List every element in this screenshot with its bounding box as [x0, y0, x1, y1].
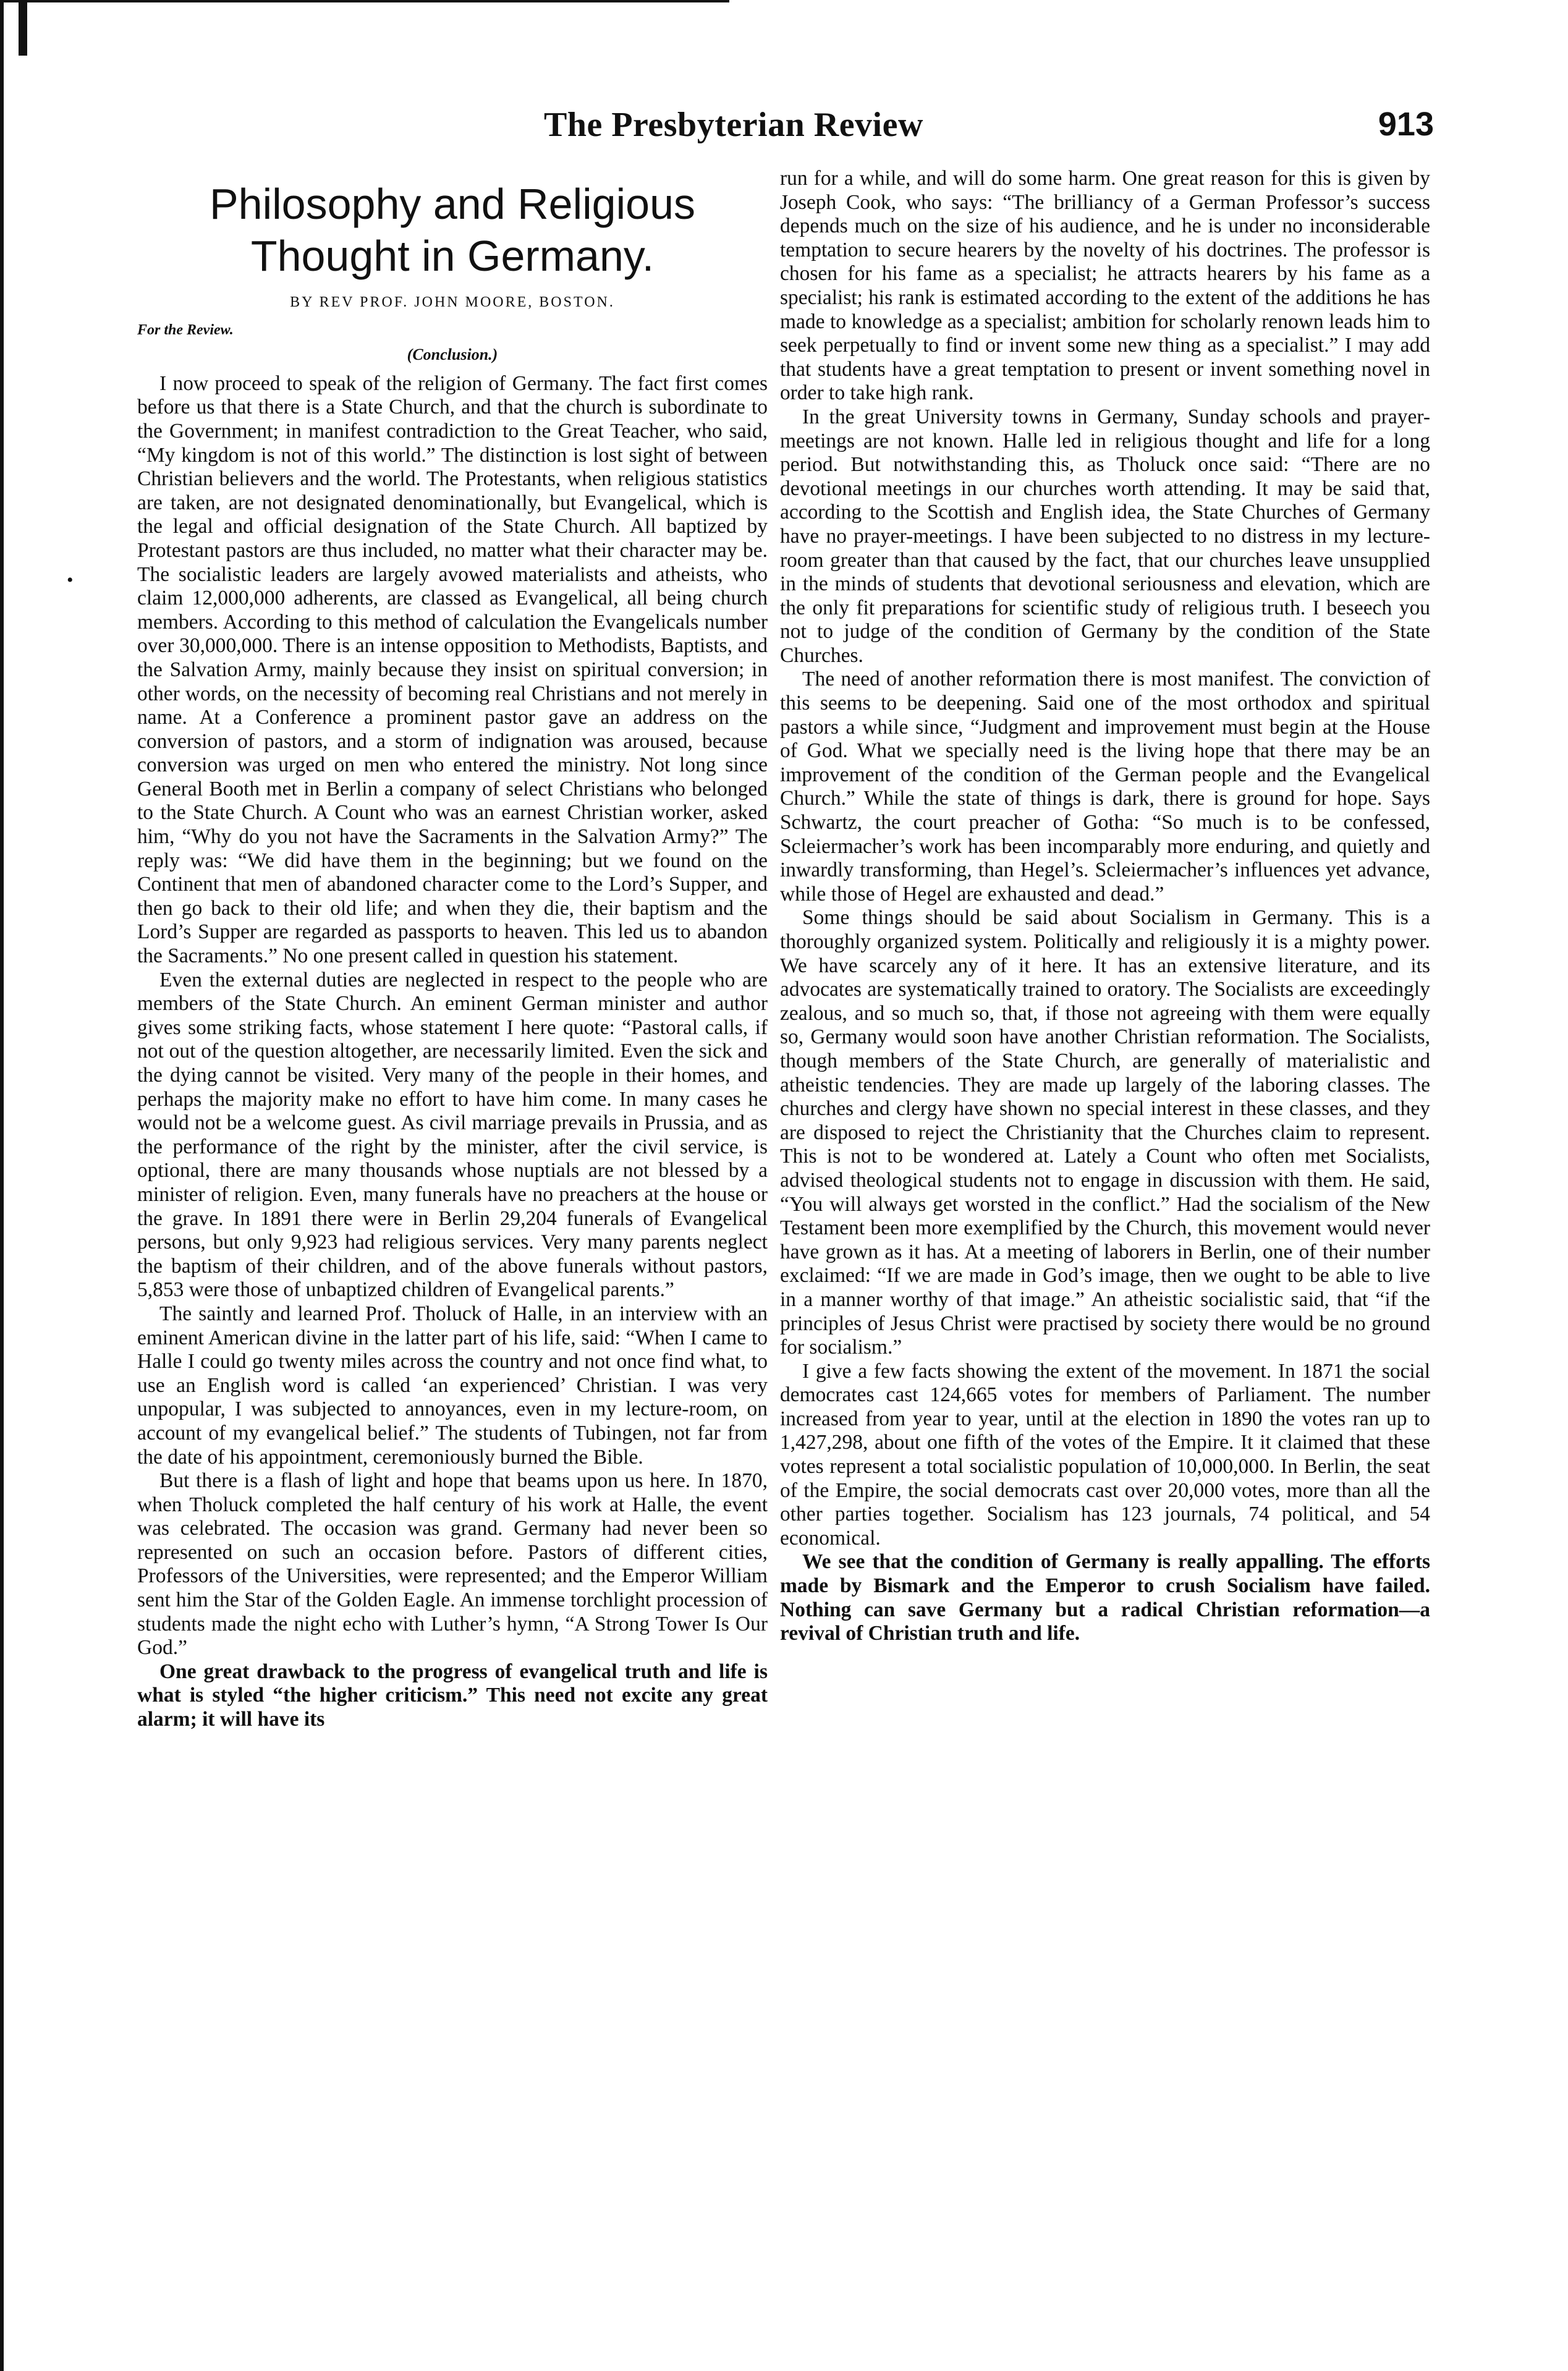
paragraph-tholuck: The saintly and learned Prof. Tholuck of Halle, in an interview with an eminent American divine in the latter part of his life, said: “When I came to Halle I could go twenty miles across the country and not once find what, to use an English word is called ‘an experienced’ Christian. I was very unpopular, I was subjected to annoyances, even in my lecture-room, on account of my evangelical belief.” The students of Tubingen, not far from the date of his appointment, ceremoniously burned the Bible. [137, 1302, 768, 1469]
paragraph-movement-facts: I give a few facts showing the extent of the movement. In 1871 the social democrates cast 124,665 votes for members of Parliament. The number increased from year to year, until at the election in 1890 the votes ran up to 1,427,298, about one fifth of the votes of the Empire. It it claimed that these votes represent a total socialistic population of 10,000,000. In Berlin, the seat of the Empire, the social democrats cast over 20,000 votes, more than all the other parties together. Socialism has 123 journals, 74 political, and 54 economical. [780, 1359, 1430, 1550]
article-title-line-2: Thought in Germany. [250, 232, 655, 280]
paragraph-socialism: Some things should be said about Socialism in Germany. This is a thoroughly organized system. Politically and religiously it is a mighty power. We have scarcely any of it here. It has an extensive literature, and its advocates are systematically trained to oratory. The Socialists are exceedingly zealous, and so much so, that, if those not agreeing with them were equally so, Germany would soon have another Christian reformation. The Socialists, though members of the State Church, are generally of materialistic and atheistic tendencies. They are made up largely of the laboring classes. The churches and clergy have shown no special interest in these classes, and they are disposed to reject the Christianity that the Churches claim to represent. This is not to be wondered at. Lately a Count who often met Socialists, advised theological students not to engage in discussion with them. He said, “You will always get worsted in the conflict.” Had the socialism of the New Testament been more exemplified by the Church, this movement would never have grown as it has. At a meeting of laborers in Berlin, one of their number exclaimed: “If we are made in God’s image, then we ought to be able to live in a manner worthy of that image.” An atheistic socialistic said, that “if the principles of Jesus Christ were practised by society there would be no ground for socialism.” [780, 906, 1430, 1359]
scan-corner-mark [19, 0, 27, 56]
article-byline: BY REV PROF. JOHN MOORE, BOSTON. [290, 294, 615, 310]
running-header [544, 105, 1434, 161]
paragraph-joseph-cook: run for a while, and will do some harm. One great reason for this is given by Joseph Cook, who says: “The brilliancy of a German Professor’s success depends much on the size of his audience, and he is under no inconsiderable temptation to secure hearers by the novelty of his doctrines. The professor is chosen for his fame as a specialist; he attracts hearers by his fame as a specialist; his rank is estimated according to the extent of the additions he has made to knowledge as a specialist; ambition for scholarly renown leads him to seek perpetually to find or invent some new thing as a specialist.” I may add that students have a great temptation to present or invent something novel in order to take high rank. [780, 167, 1430, 405]
paragraph-reformation-need: The need of another reformation there is most manifest. The conviction of this seems to be deepening. Said one of the most orthodox and spiritual pastors a while since, “Judgment and improvement must begin at the House of God. What we specially need is the living hope that there may be an improvement of the condition of the German people and the Evangelical Church.” While the state of things is dark, there is ground for hope. Says Schwartz, the court preacher of Gotha: “So much is to be confessed, Scleiermacher’s work has been incomparably more enduring, and quietly and inwardly transforming, than Hegel’s. Scleiermacher’s influences yet advance, while those of Hegel are exhausted and dead.” [780, 668, 1430, 906]
for-review-note: For the Review. [137, 321, 234, 338]
scan-edge-left [0, 0, 4, 2371]
article-title-line-1: Philosophy and Religious [209, 180, 696, 228]
paragraph-external-duties: Even the external duties are neglected in respect to the people who are members of the State Church. An eminent German minister and author gives some striking facts, whose statement I here quote: “Pastoral calls, if not out of the question altogether, are necessarily limited. Even the sick and the dying cannot be visited. Very many of the people in their homes, and perhaps the majority make no effort to have him come. In many cases he would not be a welcome guest. As civil marriage prevails in Prussia, and as the performance of the right by the minister, after the civil service, is optional, there are many thousands whose nuptials are not blessed by a minister of religion. Even, many funerals have no preachers at the house or the grave. In 1891 there were in Berlin 29,204 funerals of Evangelical persons, but only 9,923 had religious services. Very many parents neglect the baptism of their children, and of the above funerals without pastors, 5,853 were those of unbaptized children of Evangelical parents.” [137, 968, 768, 1302]
journal-title: The Presbyterian Review [544, 106, 923, 144]
page-number: 913 [1378, 106, 1434, 143]
paragraph-religion-of-germany: I now proceed to speak of the religion of Germany. The fact first comes before us that there is a State Church, and that the church is subordinate to the Government; in manifest contradiction to the Great Teacher, who said, “My kingdom is not of this world.” The distinction is lost sight of between Christian believers and the world. The Protestants, when religious statistics are taken, are not designated denominationally, but Evangelical, which is the legal and official designation of the State Church. All baptized by Protestant pastors are thus included, no matter what their character may be. The socialistic leaders are largely avowed materialists and atheists, who claim 12,000,000 adherents, are classed as Evangelical, all being church members. According to this method of calculation the Evangelicals number over 30,000,000. There is an intense opposition to Methodists, Baptists, and the Salvation Army, mainly because they insist on spiritual conversion; in other words, on the necessity of becoming real Christians and not merely in name. At a Conference a prominent pastor gave an address on the conversion of pastors, and a storm of indignation was aroused, because conversion was urged on men who entered the ministry. Not long since General Booth met in Berlin a company of select Christians who belonged to the State Church. A Count who was an earnest Christian worker, asked him, “Why do you not have the Sacraments in the Salvation Army?” The reply was: “We did have them in the beginning; but we found on the Continent that men of abandoned character come to the Lord’s Supper, and then go back to their old life; and when they die, their baptism and the Lord’s Supper are regarded as passports to heaven. This led us to abandon the Sacraments.” No one present called in question his statement. [137, 371, 768, 968]
paragraph-higher-criticism: One great drawback to the progress of evangelical truth and life is what is styled “the higher criticism.” This need not excite any great alarm; it will have its [137, 1660, 768, 1731]
scan-edge-top [0, 0, 729, 2]
paragraph-flash-of-light: But there is a flash of light and hope that beams upon us here. In 1870, when Tholuck completed the half century of his work at Halle, the event was celebrated. The occasion was grand. Germany had never been so represented on such an occasion before. Pastors of different cities, Professors of the Universities, were represented; and the Emperor William sent him the Star of the Golden Eagle. An immense torchlight procession of students made the night echo with Luther’s hymn, “A Strong Tower Is Our God.” [137, 1469, 768, 1660]
article-title [137, 178, 768, 282]
margin-mark: • [67, 570, 74, 590]
left-column [137, 167, 768, 1732]
paragraph-university-towns: In the great University towns in Germany, Sunday schools and prayer-meetings are not known. Halle led in religious thought and life for a long period. But notwithstanding this, as Tholuck once said: “There are no devotional meetings in our churches worth attending. It may be said that, according to the Scottish and English idea, the State Churches of Germany have no prayer-meetings. I have been subjected to no distress in my lecture-room greater than that caused by the fact, that our churches leave unsupplied in the minds of students that devotional seriousness and elevation, which are the only fit preparations for scientific study of religious truth. I beseech you not to judge of the condition of Germany by the condition of the State Churches. [780, 405, 1430, 667]
paragraph-condition-appalling: We see that the condition of Germany is really appalling. The efforts made by Bismark and the Emperor to crush Socialism have failed. Nothing can save Germany but a radical Christian reformation—a revival of Christian truth and life. [780, 1550, 1430, 1645]
right-column [780, 167, 1430, 1646]
conclusion-label: (Conclusion.) [407, 346, 498, 364]
